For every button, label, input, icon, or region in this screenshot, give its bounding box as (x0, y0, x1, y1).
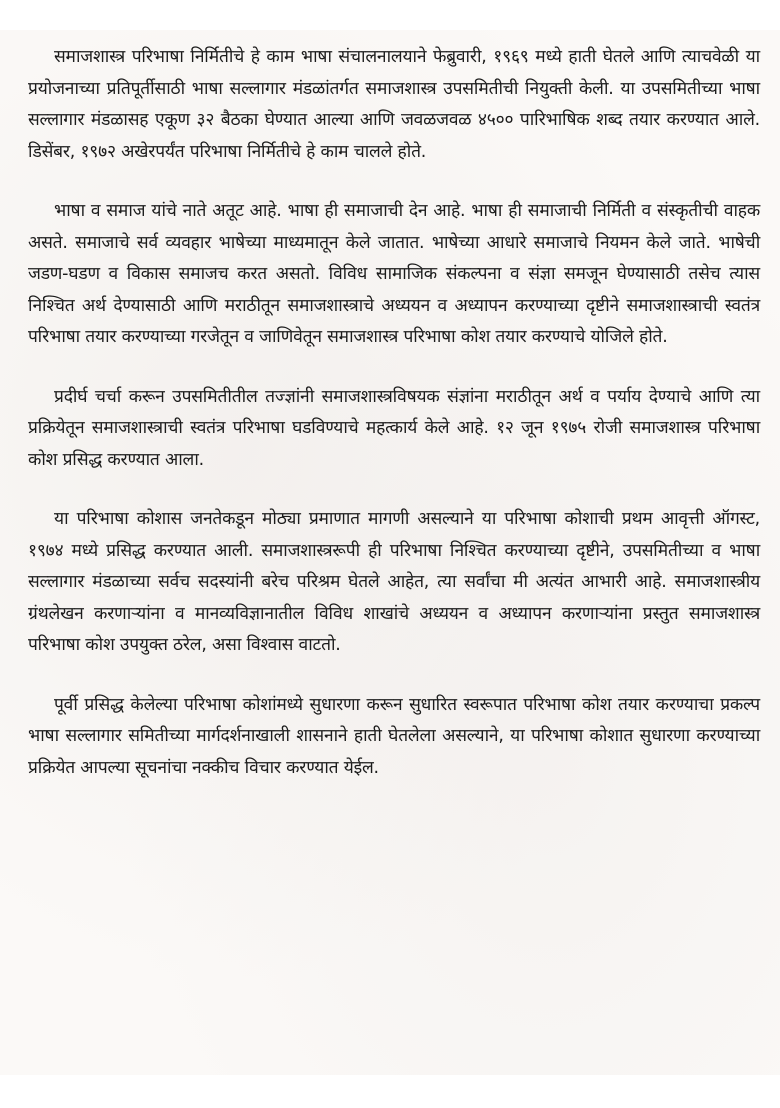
paragraph-2: भाषा व समाज यांचे नाते अतूट आहे. भाषा ही समाजाची देन आहे. भाषा ही समाजाची निर्मिती व संस्कृतीची वाहक असते. समाजाचे सर्व व्यवहार भाषेच्या माध्यमातून केले जातात. भाषेच्या आधारे समाजाचे नियमन केले जाते. भाषेची जडण-घडण व विकास समाजच करत असतो. विविध सामाजिक संकल्पना व संज्ञा समजून घेण्यासाठी तसेच त्यास निश्चित अर्थ देण्यासाठी आणि मराठीतून समाजशास्त्राचे अध्ययन व अध्यापन करण्याच्या दृष्टीने समाजशास्त्राची स्वतंत्र परिभाषा तयार करण्याच्या गरजेतून व जाणिवेतून समाजशास्त्र परिभाषा कोश तयार करण्याचे योजिले होते. (28, 201, 760, 347)
paragraph-4: या परिभाषा कोशास जनतेकडून मोठ्या प्रमाणात मागणी असल्याने या परिभाषा कोशाची प्रथम आवृत्ती ऑगस्ट, १९७४ मध्ये प्रसिद्ध करण्यात आली. समाजशास्त्ररूपी ही परिभाषा निश्चित करण्याच्या दृष्टीने, उपसमितीच्या व भाषा सल्लागार मंडळाच्या सर्वच सदस्यांनी बरेच परिश्रम घेतले आहेत, त्या सर्वांचा मी अत्यंत आभारी आहे. समाजशास्त्रीय ग्रंथलेखन करणाऱ्यांना व मानव्यविज्ञानातील विविध शाखांचे अध्ययन व अध्यापन करणाऱ्यांना प्रस्तुत समाजशास्त्र परिभाषा कोश उपयुक्त ठरेल, असा विश्वास वाटतो. (28, 509, 760, 655)
document-body (28, 42, 760, 812)
paragraph-3: प्रदीर्घ चर्चा करून उपसमितीतील तज्ज्ञांनी समाजशास्त्रविषयक संज्ञांना मराठीतून अर्थ व पर्याय देण्याचे आणि त्या प्रक्रियेतून समाजशास्त्राची स्वतंत्र परिभाषा घडविण्याचे महत्कार्य केले आहे. १२ जून १९७५ रोजी समाजशास्त्र परिभाषा कोश प्रसिद्ध करण्यात आला. (28, 386, 760, 470)
scanned-page (0, 30, 780, 1075)
paragraph-5: पूर्वी प्रसिद्ध केलेल्या परिभाषा कोशांमध्ये सुधारणा करून सुधारित स्वरूपात परिभाषा कोश तयार करण्याचा प्रकल्प भाषा सल्लागार समितीच्या मार्गदर्शनाखाली शासनाने हाती घेतलेला असल्याने, या परिभाषा कोशात सुधारणा करण्याच्या प्रक्रियेत आपल्या सूचनांचा नक्कीच विचार करण्यात येईल. (28, 694, 760, 778)
paragraph-1: समाजशास्त्र परिभाषा निर्मितीचे हे काम भाषा संचालनालयाने फेब्रुवारी, १९६९ मध्ये हाती घेतले आणि त्याचवेळी या प्रयोजनाच्या प्रतिपूर्तीसाठी भाषा सल्लागार मंडळांतर्गत समाजशास्त्र उपसमितीची नियुक्ती केली. या उपसमितीच्या भाषा सल्लागार मंडळासह एकूण ३२ बैठका घेण्यात आल्या आणि जवळजवळ ४५०० पारिभाषिक शब्द तयार करण्यात आले. डिसेंबर, १९७२ अखेरपर्यंत परिभाषा निर्मितीचे हे काम चालले होते. (28, 47, 760, 162)
